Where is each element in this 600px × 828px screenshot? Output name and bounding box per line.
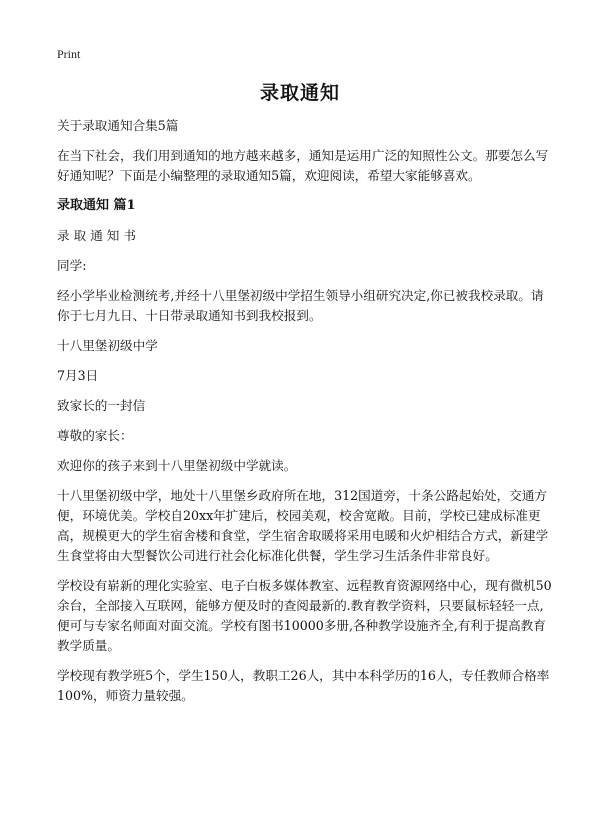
facilities-paragraph: 学校设有崭新的理化实验室、电子白板多媒体教室、远程教育资源网络中心，现有微机50余台，全部接入互联网，能够方便及时的查阅最新的.教育教学资料，只要鼠标轻轻一点,便可与专家名师面对面交流。学校有图书10000多册,各种教学设施齐全,有利于提高教育教学质量。 [57,578,552,653]
parent-letter-title: 致家长的一封信 [57,398,146,413]
welcome-paragraph: 欢迎你的孩子来到十八里堡初级中学就读。 [57,458,297,473]
staff-paragraph: 学校现有教学班5个，学生150人，教职工26人，其中本科学历的16人，专任教师合格率100%，师资力量较强。 [57,668,550,703]
intro-paragraph: 在当下社会，我们用到通知的地方越来越多，通知是运用广泛的知照性公文。那要怎么写好通知呢？下面是小编整理的录取通知5篇，欢迎阅读，希望大家能够喜欢。 [57,148,549,183]
print-link[interactable]: Print [57,47,81,61]
letter-greeting: 同学: [57,258,87,273]
school-intro-paragraph: 十八里堡初级中学，地处十八里堡乡政府所在地，312国道旁，十条公路起始处，交通方便，环境优美。学校自20xx年扩建后，校园美观，校舍宽敞。目前，学校已建成标准更高，规模更大的学生宿舍楼和食堂，学生宿舍取暖将采用电暖和火炉相结合方式，新建学生食堂将由大型餐饮公司进行社会化标准化供餐，学生学习生活条件非常良好。 [57,488,549,563]
letter-body: 经小学毕业检测统考,并经十八里堡初级中学招生领导小组研究决定,你已被我校录取。请你于七月九日、十日带录取通知书到我校报到。 [57,288,544,323]
letter-title: 录取通知书 [57,228,140,243]
letter-date: 7月3日 [57,368,99,383]
subtitle: 关于录取通知合集5篇 [57,118,179,133]
document-body [57,116,555,716]
letter-signature: 十八里堡初级中学 [57,338,158,353]
page-title: 录取通知 [259,82,340,104]
section-heading: 录取通知 篇1 [57,198,136,213]
parent-letter-greeting: 尊敬的家长： [57,428,133,443]
